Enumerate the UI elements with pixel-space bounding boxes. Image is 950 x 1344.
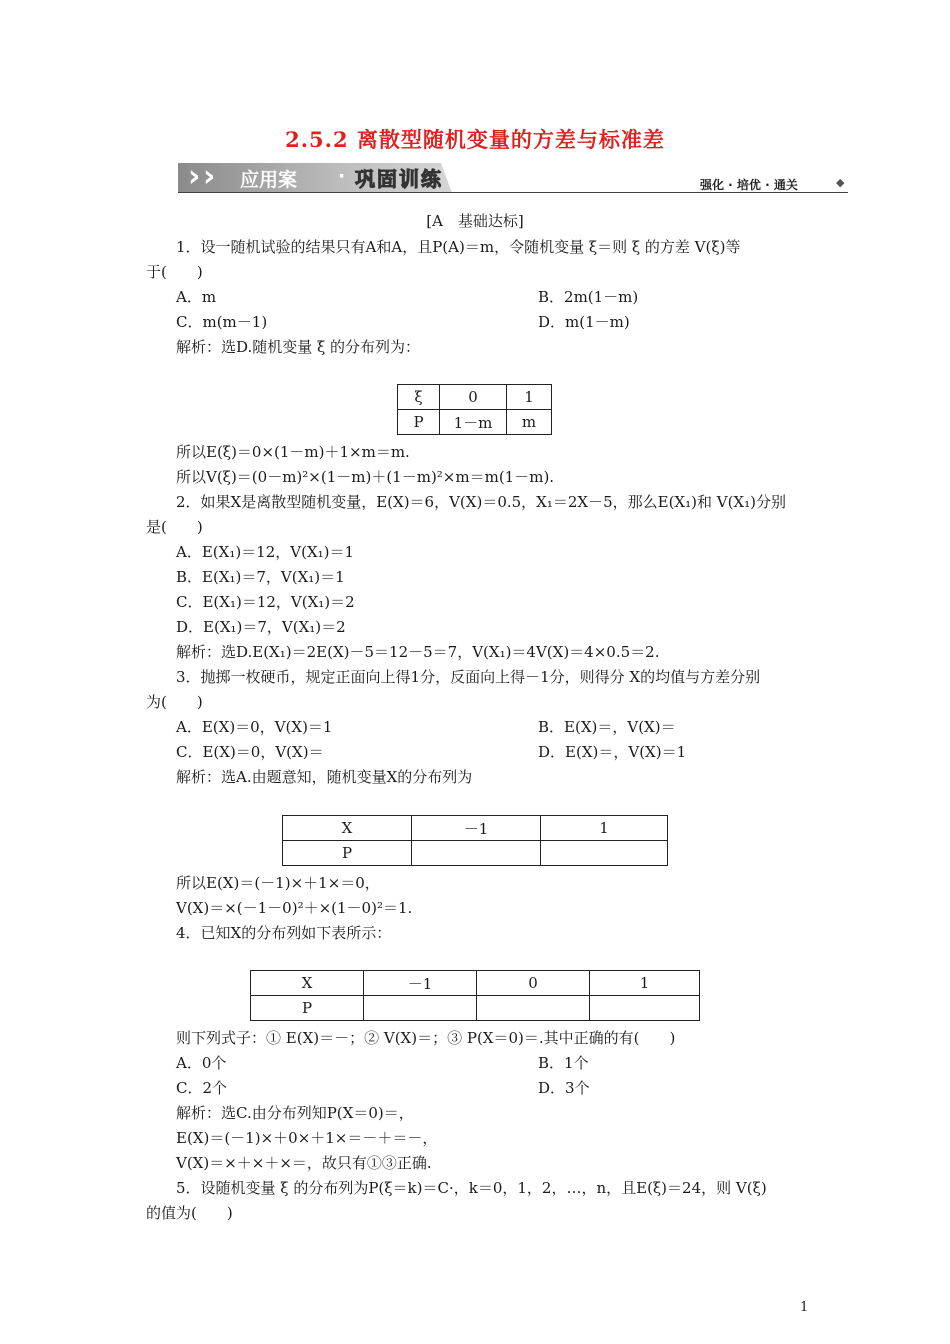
q3-variance: V(X)＝×(－1－0)²＋×(1－0)²＝1. bbox=[176, 899, 413, 917]
table-cell: m bbox=[507, 410, 552, 435]
table-cell: －1 bbox=[364, 971, 477, 996]
q1-expectation: 所以E(ξ)＝0×(1－m)＋1×m＝m. bbox=[176, 443, 410, 461]
table-cell: 0 bbox=[477, 971, 590, 996]
q2-option-c: C．E(X₁)＝12，V(X₁)＝2 bbox=[176, 593, 355, 611]
q3-option-a: A．E(X)＝0，V(X)＝1 bbox=[176, 718, 333, 736]
q1-option-b: B．2m(1－m) bbox=[538, 288, 639, 306]
page-title: 2.5.2 离散型随机变量的方差与标准差 bbox=[285, 127, 665, 152]
question-3-stem: 3．抛掷一枚硬币，规定正面向上得1分，反面向上得－1分，则得分 X的均值与方差分别 bbox=[176, 668, 761, 686]
table-cell: P bbox=[251, 996, 364, 1021]
q4-option-d: D．3个 bbox=[538, 1079, 590, 1097]
table-cell: 1 bbox=[541, 816, 668, 841]
table-cell: X bbox=[251, 971, 364, 996]
table-cell bbox=[477, 996, 590, 1021]
table-cell: 1 bbox=[507, 385, 552, 410]
question-5-stem: 5．设随机变量 ξ 的分布列为P(ξ＝k)＝C·，k＝0，1，2，…，n，且E(ξ)＝24，则 V(ξ) bbox=[176, 1179, 767, 1197]
q1-option-a: A．m bbox=[176, 288, 217, 306]
chevron-icon: › bbox=[188, 159, 201, 194]
table-cell bbox=[364, 996, 477, 1021]
q2-option-b: B．E(X₁)＝7，V(X₁)＝1 bbox=[176, 568, 345, 586]
q2-solution: 解析：选D.E(X₁)＝2E(X)－5＝12－5＝7，V(X₁)＝4V(X)＝4×0.5＝2. bbox=[176, 643, 660, 661]
q1-variance: 所以V(ξ)＝(0－m)²×(1－m)＋(1－m)²×m＝m(1－m). bbox=[176, 468, 555, 486]
banner-dot: · bbox=[338, 165, 346, 187]
q4-option-c: C．2个 bbox=[176, 1079, 228, 1097]
table-cell: P bbox=[283, 841, 412, 866]
q3-solution: 解析：选A.由题意知，随机变量X的分布列为 bbox=[176, 768, 473, 786]
q1-option-d: D．m(1－m) bbox=[538, 313, 630, 331]
q3-option-b: B．E(X)＝，V(X)＝ bbox=[538, 718, 676, 736]
chevron-icon: › bbox=[203, 159, 216, 194]
table-cell bbox=[412, 841, 541, 866]
table-cell: 1 bbox=[590, 971, 700, 996]
page-number: 1 bbox=[800, 1300, 809, 1315]
table-cell bbox=[541, 841, 668, 866]
q3-option-c: C．E(X)＝0，V(X)＝ bbox=[176, 743, 324, 761]
question-2-stem: 2．如果X是离散型随机变量，E(X)＝6，V(X)＝0.5，X₁＝2X－5，那么E(X₁)和 V(X₁)分别 bbox=[176, 493, 786, 511]
q2-option-d: D．E(X₁)＝7，V(X₁)＝2 bbox=[176, 618, 346, 636]
banner-right-text: 巩固训练 bbox=[355, 167, 443, 191]
table-cell: 1－m bbox=[440, 410, 507, 435]
q4-variance: V(X)＝×＋×＋×＝，故只有①③正确. bbox=[176, 1154, 432, 1172]
question-1-stem-cont: 于( ) bbox=[146, 263, 203, 281]
q2-option-a: A．E(X₁)＝12，V(X₁)＝1 bbox=[176, 543, 355, 561]
q4-option-b: B．1个 bbox=[538, 1054, 589, 1072]
table-cell: P bbox=[398, 410, 440, 435]
table-cell: －1 bbox=[412, 816, 541, 841]
q4-statements: 则下列式子：① E(X)＝－；② V(X)＝；③ P(X＝0)＝.其中正确的有( ) bbox=[176, 1029, 676, 1047]
diamond-icon: ◆ bbox=[836, 176, 845, 189]
banner-left-text: 应用案 bbox=[240, 169, 298, 191]
banner-tag: 强化 · 培优 · 通关 bbox=[700, 178, 798, 192]
q4-option-a: A．0个 bbox=[176, 1054, 227, 1072]
question-3-stem-cont: 为( ) bbox=[146, 693, 203, 711]
distribution-table-3 bbox=[250, 970, 700, 1021]
question-4-stem: 4．已知X的分布列如下表所示： bbox=[176, 924, 392, 942]
table-cell: X bbox=[283, 816, 412, 841]
table-cell: ξ bbox=[398, 385, 440, 410]
table-cell: 0 bbox=[440, 385, 507, 410]
question-1-stem: 1．设一随机试验的结果只有A和A，且P(A)＝m，令随机变量 ξ＝则 ξ 的方差 V(ξ)等 bbox=[176, 238, 741, 256]
q1-solution: 解析：选D.随机变量 ξ 的分布列为： bbox=[176, 338, 421, 356]
q3-expectation: 所以E(X)＝(－1)×＋1×＝0， bbox=[176, 874, 380, 892]
table-cell bbox=[590, 996, 700, 1021]
q3-option-d: D．E(X)＝，V(X)＝1 bbox=[538, 743, 687, 761]
q1-option-c: C．m(m－1) bbox=[176, 313, 268, 331]
question-2-stem-cont: 是( ) bbox=[146, 518, 203, 536]
q4-solution: 解析：选C.由分布列知P(X＝0)＝， bbox=[176, 1104, 414, 1122]
question-5-stem-cont: 的值为( ) bbox=[146, 1204, 233, 1222]
distribution-table-2 bbox=[282, 815, 668, 866]
distribution-table-1 bbox=[397, 384, 552, 435]
q4-expectation: E(X)＝(－1)×＋0×＋1×＝－＋＝－， bbox=[176, 1129, 438, 1147]
section-heading: [A 基础达标] bbox=[426, 212, 524, 230]
